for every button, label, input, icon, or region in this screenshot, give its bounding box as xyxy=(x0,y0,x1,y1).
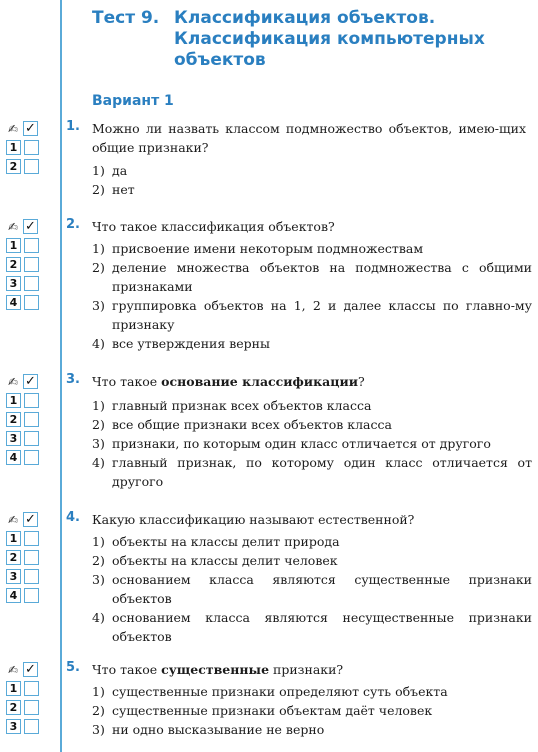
pen-icon: ✍ xyxy=(7,374,19,389)
option-item: 1) присвоение имени некоторым подмножествам xyxy=(92,241,424,256)
option-number-box: 1 xyxy=(6,393,21,408)
question-emphasis: основание классификации xyxy=(161,374,358,389)
answer-marks xyxy=(6,660,46,736)
title-line-1: Классификация объектов. xyxy=(174,8,436,28)
option-number-box: 1 xyxy=(6,238,21,253)
pen-icon: ✍ xyxy=(7,121,19,136)
variant-heading: Вариант 1 xyxy=(92,93,174,109)
check-icon: ✓ xyxy=(23,121,38,136)
title-line-3: объектов xyxy=(174,50,266,70)
option-item: 3) основанием класса являются существенные признаки объектов xyxy=(92,572,532,606)
option-item: 3) ни одно высказывание не верно xyxy=(92,722,325,737)
option-number-box: 2 xyxy=(6,412,21,427)
answer-marks xyxy=(6,510,46,605)
answer-checkbox[interactable] xyxy=(24,431,39,446)
answer-checkbox[interactable] xyxy=(24,569,39,584)
question-text: Можно ли назвать классом подмножество объектов, имею-щих общие признаки? xyxy=(92,121,526,155)
question-number: 1. xyxy=(66,119,80,134)
option-item: 2) все общие признаки всех объектов класса xyxy=(92,417,392,432)
question-number: 5. xyxy=(66,660,80,675)
answer-checkbox[interactable] xyxy=(24,450,39,465)
question-number: 2. xyxy=(66,217,80,232)
title-line-2: Классификация компьютерных xyxy=(174,29,485,49)
question-number: 3. xyxy=(66,372,80,387)
question-text: Что такое существенные признаки? xyxy=(92,662,344,677)
pen-icon: ✍ xyxy=(7,662,19,677)
option-item: 2) существенные признаки объектам даёт человек xyxy=(92,703,433,718)
answer-checkbox[interactable] xyxy=(24,550,39,565)
check-icon: ✓ xyxy=(23,219,38,234)
option-number-box: 3 xyxy=(6,276,21,291)
answer-marks xyxy=(6,217,46,312)
answer-checkbox[interactable] xyxy=(24,140,39,155)
option-number-box: 4 xyxy=(6,588,21,603)
answer-checkbox[interactable] xyxy=(24,719,39,734)
option-item: 1) объекты на классы делит природа xyxy=(92,534,340,549)
option-number-box: 4 xyxy=(6,295,21,310)
option-number-box: 1 xyxy=(6,140,21,155)
question-text: Что такое классификация объектов? xyxy=(92,219,335,234)
answer-checkbox[interactable] xyxy=(24,257,39,272)
option-number-box: 2 xyxy=(6,550,21,565)
option-item: 2) деление множества объектов на подмножества с общими признаками xyxy=(92,260,532,294)
answer-checkbox[interactable] xyxy=(24,681,39,696)
option-number-box: 2 xyxy=(6,257,21,272)
answer-checkbox[interactable] xyxy=(24,588,39,603)
question-emphasis: существенные xyxy=(161,662,270,677)
answer-checkbox[interactable] xyxy=(24,412,39,427)
margin-line xyxy=(60,0,62,752)
answer-marks xyxy=(6,119,46,176)
option-item: 4) все утверждения верны xyxy=(92,336,270,351)
answer-checkbox[interactable] xyxy=(24,238,39,253)
options-list xyxy=(92,682,532,739)
option-item: 1) да xyxy=(92,163,128,178)
pen-icon: ✍ xyxy=(7,512,19,527)
options-list xyxy=(92,239,532,353)
option-item: 4) основанием класса являются несущественные признаки объектов xyxy=(92,610,532,644)
option-item: 2) объекты на классы делит человек xyxy=(92,553,338,568)
option-number-box: 1 xyxy=(6,681,21,696)
test-number: Тест 9. xyxy=(92,8,160,28)
page-title xyxy=(92,8,522,71)
answer-checkbox[interactable] xyxy=(24,531,39,546)
check-icon: ✓ xyxy=(23,512,38,527)
answer-marks xyxy=(6,372,46,467)
answer-checkbox[interactable] xyxy=(24,276,39,291)
answer-checkbox[interactable] xyxy=(24,700,39,715)
option-number-box: 2 xyxy=(6,159,21,174)
answer-checkbox[interactable] xyxy=(24,393,39,408)
answer-checkbox[interactable] xyxy=(24,295,39,310)
pen-icon: ✍ xyxy=(7,219,19,234)
option-number-box: 2 xyxy=(6,700,21,715)
option-item: 1) главный признак всех объектов класса xyxy=(92,398,372,413)
options-list xyxy=(92,532,532,646)
check-icon: ✓ xyxy=(23,662,38,677)
options-list xyxy=(92,396,532,491)
option-item: 1) существенные признаки определяют суть объекта xyxy=(92,684,448,699)
check-icon: ✓ xyxy=(23,374,38,389)
option-number-box: 4 xyxy=(6,450,21,465)
option-number-box: 3 xyxy=(6,431,21,446)
options-list xyxy=(92,161,532,199)
option-number-box: 3 xyxy=(6,569,21,584)
question-text: Что такое основание классификации? xyxy=(92,374,365,389)
question-text: Какую классификацию называют естественной? xyxy=(92,512,415,527)
option-item: 2) нет xyxy=(92,182,135,197)
option-item: 3) группировка объектов на 1, 2 и далее классы по главно-му признаку xyxy=(92,298,532,332)
option-item: 4) главный признак, по которому один класс отличается от другого xyxy=(92,455,532,489)
question-number: 4. xyxy=(66,510,80,525)
option-item: 3) признаки, по которым один класс отличается от другого xyxy=(92,436,491,451)
option-number-box: 1 xyxy=(6,531,21,546)
option-number-box: 3 xyxy=(6,719,21,734)
answer-checkbox[interactable] xyxy=(24,159,39,174)
